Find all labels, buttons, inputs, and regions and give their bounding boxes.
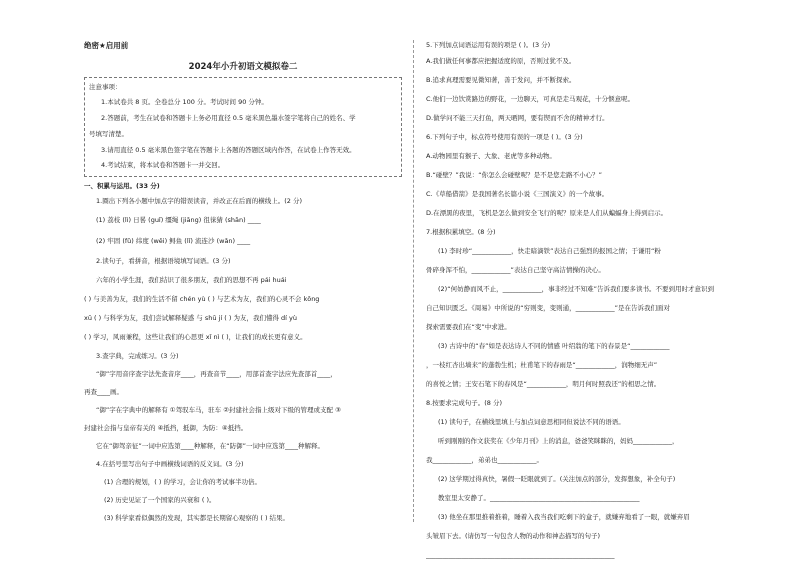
question-line: 封建社会指与皇帝有关的 ④抵挡，抵御，为防：④抵挡。 xyxy=(84,424,248,432)
notice-heading: 注意事项： xyxy=(89,83,122,91)
question-line: 头皱眉下去。(请仿写一句包含人物的动作和神态描写的句子) xyxy=(426,532,601,540)
question-line: 再查____画。 xyxy=(84,388,123,396)
right-column xyxy=(426,38,752,565)
question-line: 6.下列句子中，标点符号使用有误的一项是 ( )。(3 分) xyxy=(426,133,583,141)
question-line: (1) 读句子，在横线里填上与加点词意思相同但说法不同的语语。 xyxy=(438,418,625,426)
section-heading: 一、积累与运用。(33 分) xyxy=(84,182,160,190)
notice-line: 2.答题前，考生在试卷和答题卡上务必用直径 0.5 毫米黑色墨水签字笔将自己的姓名、学 xyxy=(101,114,356,122)
question-line: “御”字在字典中的解释有 ①驾驭车马，驻车 ②封建社会指上级对下级的管理或支配 ③ xyxy=(96,406,341,414)
column-divider xyxy=(413,40,414,522)
question-line: B.“碰壁？”我说：“你怎么会碰壁呢？是不是您走路不小心？” xyxy=(426,171,602,179)
question-line: C.《草船借箭》是我国著名长篇小说《三国演义》的一个故事。 xyxy=(426,190,609,198)
answer-line: __________________________________________________________ xyxy=(426,551,615,559)
question-line: 它在“御驾亲征”一词中应选第____种解释，在“防御”一词中应选第____种解释。 xyxy=(96,442,324,450)
question-line: 2.读句子，看拼音，根据语境填写词语。(3 分) xyxy=(96,257,231,265)
question-line: (1) 荔枝 (lì) 日晷 (guǐ) 缰绳 (jiāng) 徂徕猜 (shān) ____ xyxy=(96,216,261,224)
question-line: A.我们做任何事都应把握适度的原，否则过犹不及。 xyxy=(426,57,576,65)
question-line: (3) 他坐在那里推着推着，睡着入我当我们吃剩下的盒子，就嫌弃地看了一眼，就嫌弃眉 xyxy=(438,513,690,521)
question-line: (2) 这学期过得真快，暑假一眨眼就到了。(关注加点的部分，发挥想象，补全句子) xyxy=(438,475,676,483)
question-line: ，一枝红杏出墙来”的蓬勃生机；杜甫笔下的春雨是“____________，润物细无声” xyxy=(426,361,658,369)
question-line: 六年的小学生涯，我们结识了很多朋友，我们的思想不再 pái huái xyxy=(96,276,287,284)
question-line: 3.查字典，完成练习。(3 分) xyxy=(96,352,179,360)
question-line: 5.下列加点词语运用有误的项是 ( )。(3 分) xyxy=(426,41,551,49)
question-line: 教室里太安静了。______________________________________________ xyxy=(438,494,640,502)
secret-label: 绝密★启用前 xyxy=(84,41,129,50)
question-line: D.做学问不能三天打鱼，两天晒网，要有锲而不舍的精神才行。 xyxy=(426,114,609,122)
question-line: ( ) 与美善为友，我们的生活不留 chén yù ( ) 与艺术为友，我们的心灵不会 kōng xyxy=(84,295,320,303)
question-line: (2) 牢固 (fǔ) 纬度 (wěi) 鲟鱼 (lǐ) 流连沙 (wǎn) ____ xyxy=(96,237,251,245)
question-line: 我____________，弟弟也____________。 xyxy=(426,456,543,464)
question-line: xū ( ) 与科学为友，我们尝试解释疑惑 与 shū jí ( ) 为友，我们懂得 dí yù xyxy=(84,314,297,322)
question-line: C.他们一边饮赏路边的野花，一边聊天，可真是走马观花，十分惬意呢。 xyxy=(426,95,635,103)
question-line: 听到刚刚的作文获奖在《少年月刊》上的消息，爸爸笑眯眯的，妈妈____________， xyxy=(438,437,679,445)
question-line: (3) 古诗中的“春”如是表达诗人不同的情感 叶绍翁的笔下的春景是“____________ xyxy=(438,342,670,350)
question-line: 7.根据积累填空。(8 分) xyxy=(426,228,496,236)
question-line: 的喜悦之情；王安石笔下的春风是“____________，明月何时照我还”的相思之情。 xyxy=(426,380,661,388)
question-line: 4.在括号里写出句子中画横线词语的反义词。(3 分) xyxy=(96,460,244,468)
question-line: “御”字用音序查字法先查音序____，再查音节____，用部首查字法应先查部首____， xyxy=(96,370,337,378)
question-line: (2) 历史见证了一个国家的兴衰和 ( )。 xyxy=(104,496,216,504)
notice-line: 1.本试卷共 8 页。全卷总分 100 分。考试时间 90 分钟。 xyxy=(101,98,268,106)
question-line: D.在漂黑的夜里，飞机是怎么做到安全飞行的呢？原来是人们从蝙蝠身上得到启示。 xyxy=(426,209,668,217)
question-line: (2)“何妨静而风不止，____________，事非经过不知难”告诉我们要多读书。不要到用时才意识到 xyxy=(438,285,714,293)
left-column xyxy=(84,38,402,527)
notice-line: 号填写清楚。 xyxy=(89,130,128,138)
question-line: (3) 科学家看似偶然的发现，其实都是长期留心观察的 ( ) 结果。 xyxy=(104,514,290,522)
question-line: A.动物园里有猴子、大象、老虎等多种动物。 xyxy=(426,152,556,160)
question-line: 探索需要我们在“变”中求进。 xyxy=(426,323,511,331)
notice-line: 4.考试结束，将本试卷和答题卡一并交回。 xyxy=(101,161,225,169)
question-line: 骨碎身浑不怕，____________”表达自己坚守高洁情操的决心。 xyxy=(426,266,605,274)
question-line: 1.圈出下列各小题中加点字的错误读音，并改正在后面的横线上。(2 分) xyxy=(96,197,302,205)
page-title: 2024年小升初语文模拟卷二 xyxy=(188,61,298,72)
question-line: 自己知识匮乏。《周易》中所说的“穷则变，变则通，____________”是在告诉我们面对 xyxy=(426,304,670,312)
question-line: 8.按要求完成句子。(8 分) xyxy=(426,399,502,407)
question-line: B.追求真理需要见微知著，善于发问，并不断探索。 xyxy=(426,76,576,84)
question-line: (1) 合理的规划，( ) 的学习，会让你的考试事半功倍。 xyxy=(104,478,261,486)
question-line: (1) 李时珍“____________，快走暗滴铁”表达自己强烈的报国之情；于谦用“粉 xyxy=(438,247,661,255)
notice-box xyxy=(84,77,402,177)
notice-line: 3.请用直径 0.5 毫米黑色签字笔在答题卡上各题的答题区域内作答，在试卷上作答无效。 xyxy=(101,146,356,154)
question-line: ( ) 学习，风雨兼程，这些让我们的心思更 xǐ nì ( )，让我们的成长更有意义。 xyxy=(84,333,307,341)
